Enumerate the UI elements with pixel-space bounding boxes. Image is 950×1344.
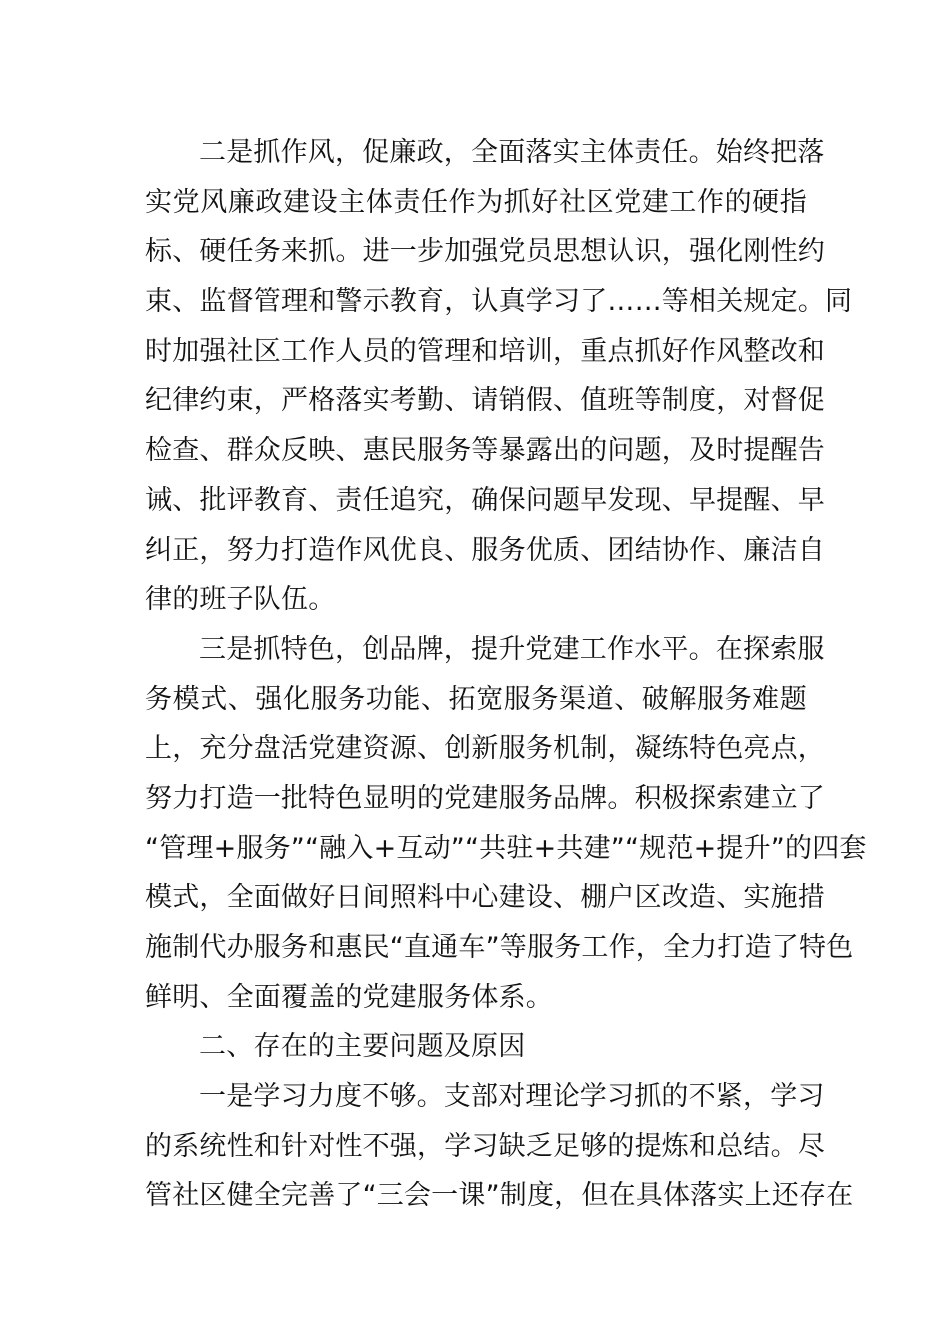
section-heading: 二、存在的主要问题及原因 xyxy=(199,1031,526,1063)
paragraph-line: 鲜明、全面覆盖的党建服务体系。 xyxy=(145,981,553,1013)
paragraph-line: 三是抓特色，创品牌，提升党建工作水平。在探索服 xyxy=(199,633,825,665)
paragraph-line: 努力打造一批特色显明的党建服务品牌。积极探索建立了 xyxy=(145,782,825,814)
paragraph-line: “管理+服务”“融入+互动”“共驻+共建”“规范+提升”的四套 xyxy=(145,832,867,864)
paragraph-line: 实党风廉政建设主体责任作为抓好社区党建工作的硬指 xyxy=(145,186,807,218)
paragraph-line: 检查、群众反映、惠民服务等暴露出的问题，及时提醒告 xyxy=(145,435,825,467)
paragraph-line: 的系统性和针对性不强，学习缺乏足够的提炼和总结。尽 xyxy=(145,1130,825,1162)
paragraph-line: 束、监督管理和警示教育，认真学习了……等相关规定。同 xyxy=(145,286,853,318)
paragraph-line: 时加强社区工作人员的管理和培训，重点抓好作风整改和 xyxy=(145,335,825,367)
paragraph-line: 一是学习力度不够。支部对理论学习抓的不紧，学习 xyxy=(199,1081,825,1113)
paragraph-line: 管社区健全完善了“三会一课”制度，但在具体落实上还存在 xyxy=(145,1180,854,1212)
paragraph-line: 二是抓作风，促廉政，全面落实主体责任。始终把落 xyxy=(199,137,825,168)
paragraph-line: 律的班子队伍。 xyxy=(145,584,336,616)
paragraph-line: 模式，全面做好日间照料中心建设、棚户区改造、实施措 xyxy=(145,882,825,914)
paragraph-line: 施制代办服务和惠民“直通车”等服务工作，全力打造了特色 xyxy=(145,932,854,963)
paragraph-line: 纠正，努力打造作风优良、服务优质、团结协作、廉洁自 xyxy=(145,534,825,566)
paragraph-line: 上，充分盘活党建资源、创新服务机制，凝练特色亮点， xyxy=(145,733,825,765)
paragraph-line: 诫、批评教育、责任追究，确保问题早发现、早提醒、早 xyxy=(145,484,825,516)
paragraph-line: 务模式、强化服务功能、拓宽服务渠道、破解服务难题 xyxy=(145,683,807,715)
paragraph-line: 标、硬任务来抓。进一步加强党员思想认识，强化刚性约 xyxy=(145,236,825,268)
document-body xyxy=(145,128,867,1221)
paragraph-line: 纪律约束，严格落实考勤、请销假、值班等制度，对督促 xyxy=(145,385,825,417)
